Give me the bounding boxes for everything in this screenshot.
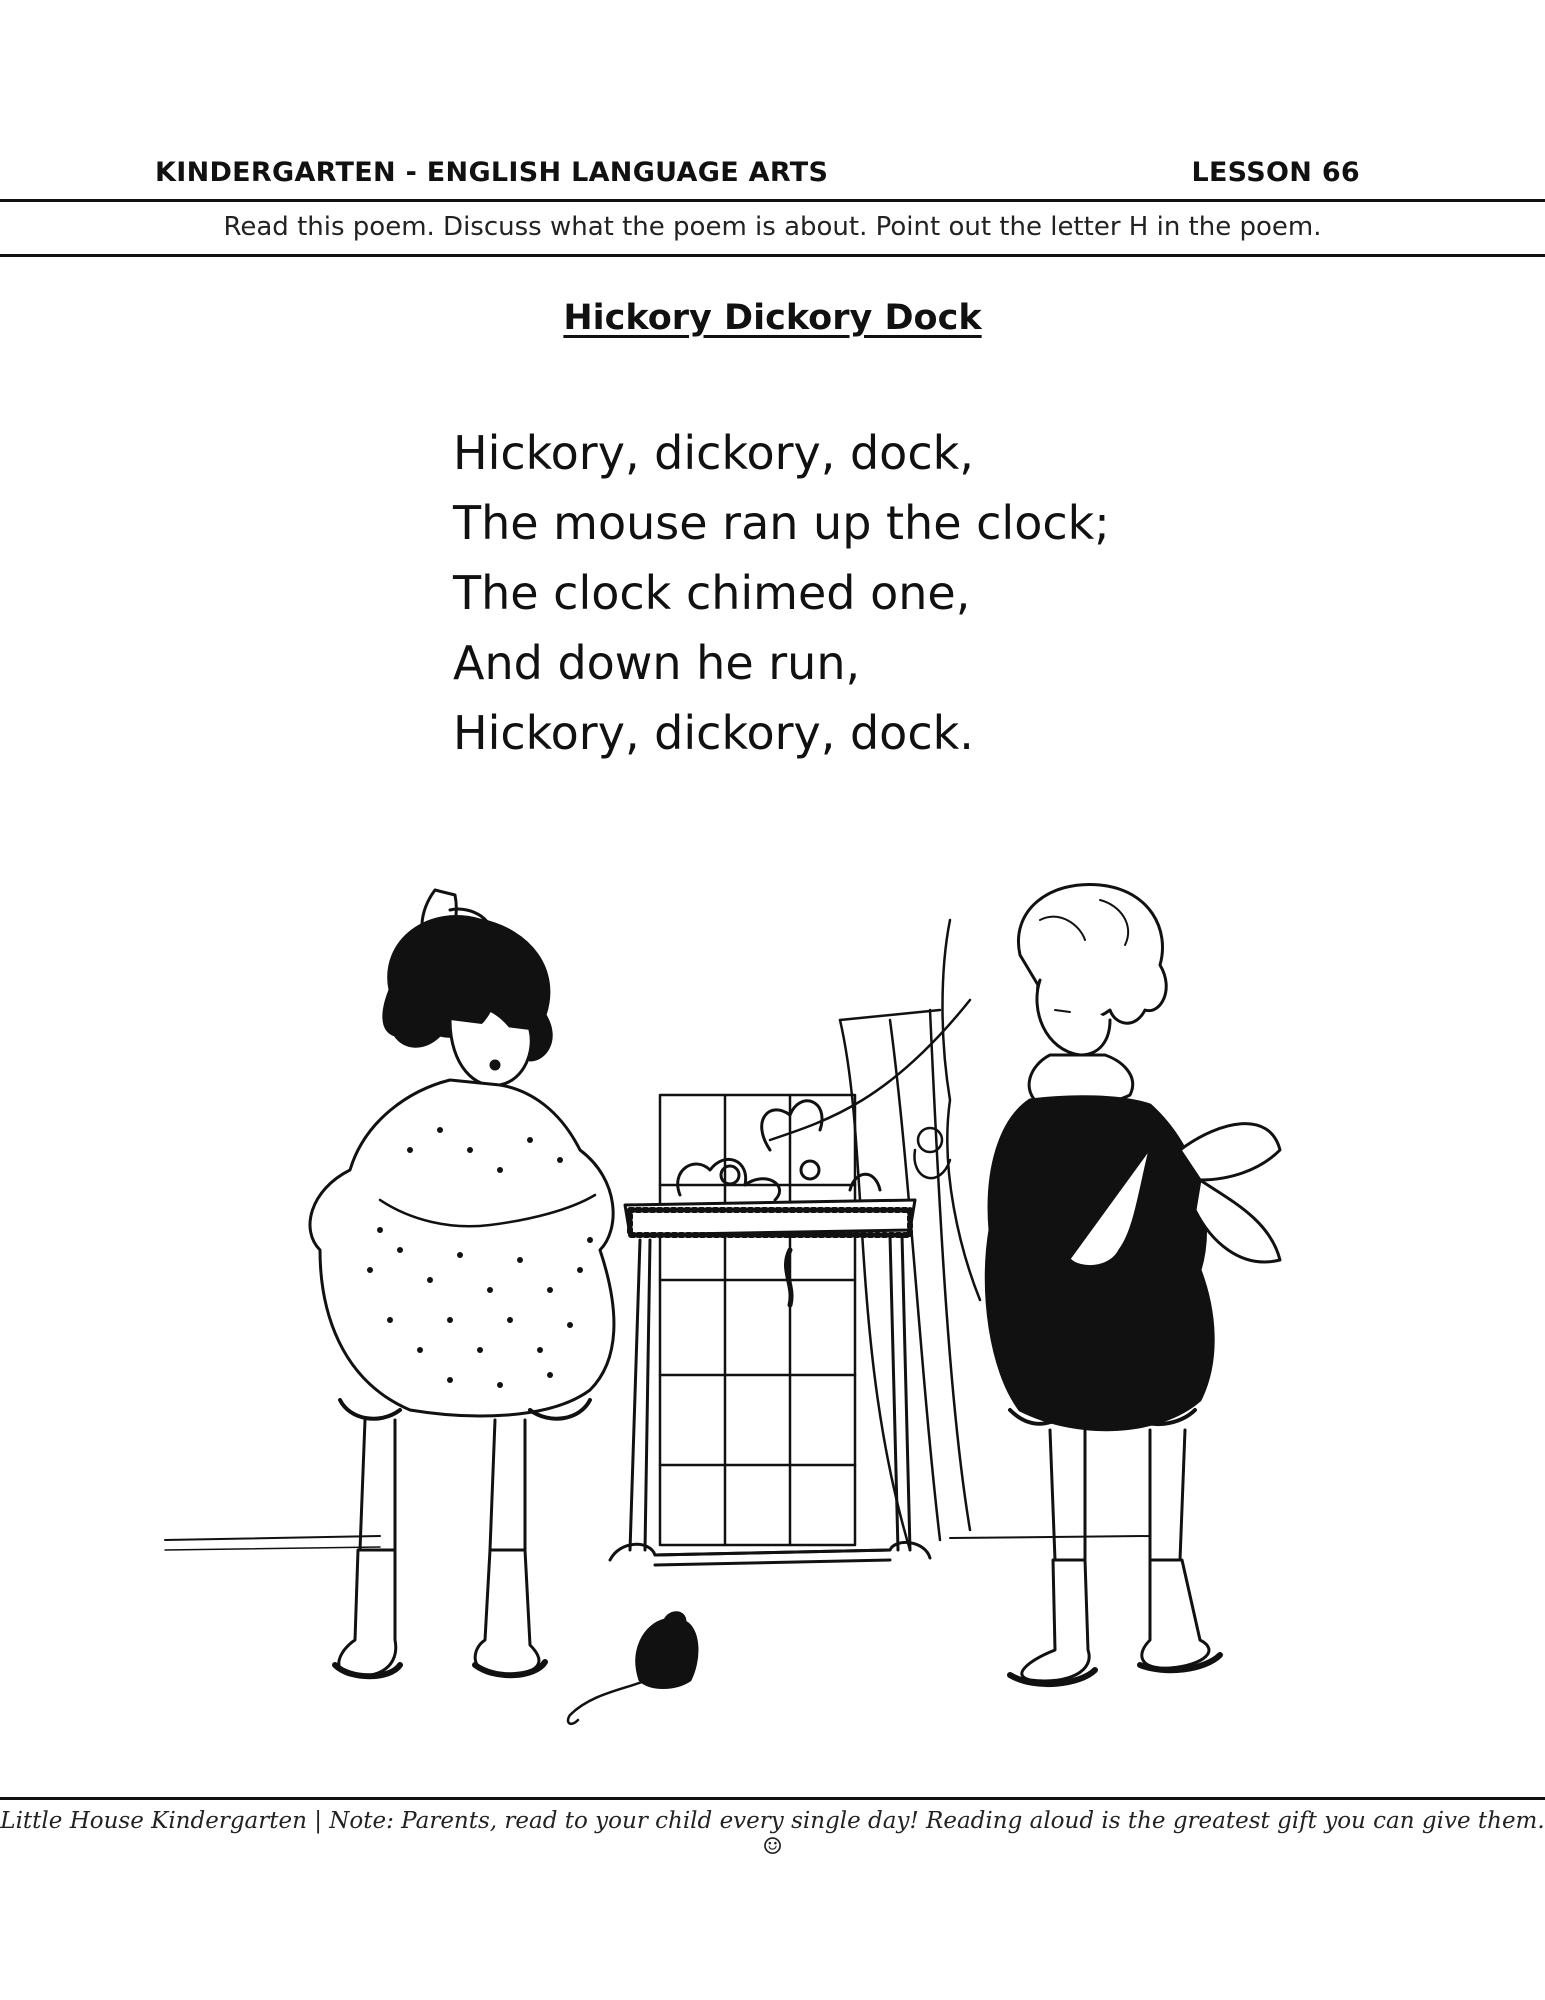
- poem-line: The mouse ran up the clock;: [453, 496, 1110, 550]
- poem-body: [453, 418, 1110, 768]
- lesson-number: LESSON 66: [1191, 156, 1360, 188]
- instructions-divider: [0, 254, 1545, 257]
- header-divider: [0, 199, 1545, 202]
- girl-figure: [310, 890, 614, 1676]
- poem-line: The clock chimed one,: [453, 566, 971, 620]
- poem-line: Hickory, dickory, dock,: [453, 426, 974, 480]
- poem-line: And down he run,: [453, 636, 861, 690]
- clock-table: [610, 1101, 930, 1565]
- page-header: [155, 152, 1360, 192]
- footer-divider: [0, 1797, 1545, 1800]
- window-grid: [660, 1095, 855, 1545]
- boy-figure: [986, 884, 1280, 1684]
- poem-title: Hickory Dickory Dock: [563, 298, 982, 338]
- footer-note: Little House Kindergarten | Note: Parents, read to your child every single day! Reading aloud is the greatest gift you can give them. ☺: [0, 1808, 1545, 1860]
- instructions: Read this poem. Discuss what the poem is about. Point out the letter H in the poem.: [223, 212, 1322, 242]
- subject-heading: KINDERGARTEN - ENGLISH LANGUAGE ARTS: [155, 156, 829, 188]
- mouse-figure: [568, 1613, 697, 1724]
- poem-line: Hickory, dickory, dock.: [453, 706, 974, 760]
- poem-illustration: [150, 850, 1400, 1770]
